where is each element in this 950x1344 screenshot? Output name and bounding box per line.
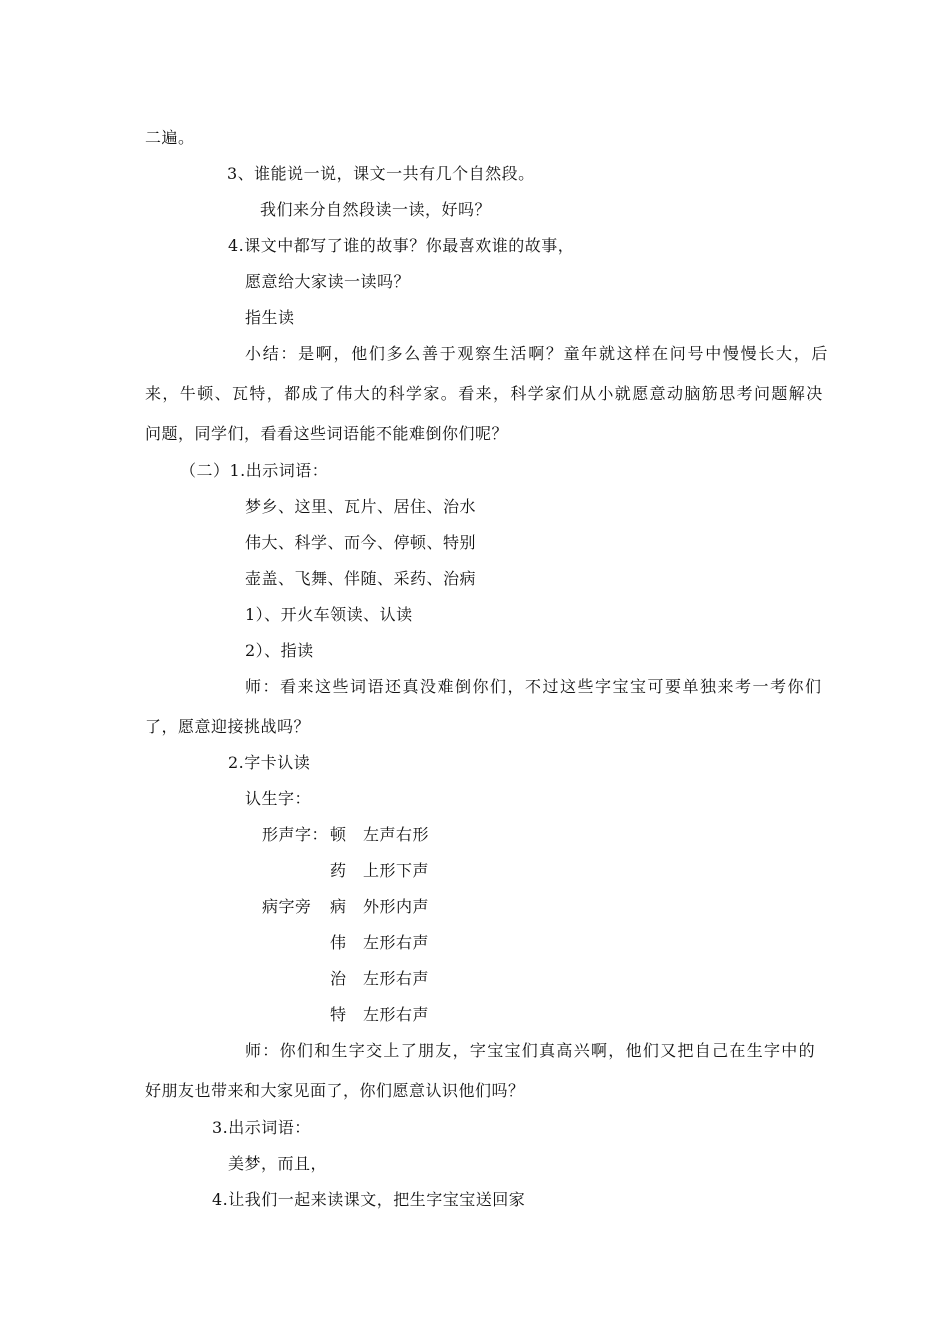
char-item: 药: [330, 861, 347, 880]
text-line: 师：看来这些词语还真没难倒你们，不过这些字宝宝可要单独来考一考你们: [245, 677, 823, 696]
char-item: 特: [330, 1005, 347, 1024]
text-line: 我们来分自然段读一读，好吗？: [260, 200, 492, 219]
text-line: 二遍。: [145, 128, 195, 147]
char-structure: 左形右声: [363, 969, 430, 988]
char-item: 顿: [330, 825, 347, 844]
char-structure: 上形下声: [363, 861, 430, 880]
char-structure: 左形右声: [363, 1005, 430, 1024]
text-line: 好朋友也带来和大家见面了，你们愿意认识他们吗？: [145, 1081, 525, 1100]
char-item: 伟: [330, 933, 347, 952]
section-heading: 3.出示词语：: [212, 1118, 311, 1137]
char-item: 病: [330, 897, 347, 916]
text-line: 小结：是啊，他们多么善于观察生活啊？童年就这样在问号中慢慢长大，后: [245, 344, 830, 363]
text-line: 4.让我们一起来读课文，把生字宝宝送回家: [212, 1190, 526, 1209]
text-line: 来，牛顿、瓦特，都成了伟大的科学家。看来，科学家们从小就愿意动脑筋思考问题解决: [145, 384, 824, 403]
word-row: 壶盖、飞舞、伴随、采药、治病: [245, 569, 477, 588]
text-line: 3、谁能说一说，课文一共有几个自然段。: [227, 164, 535, 183]
text-line: 认生字：: [245, 789, 312, 808]
word-row: 梦乡、这里、瓦片、居住、治水: [245, 497, 477, 516]
text-line: 愿意给大家读一读吗？: [245, 272, 411, 291]
text-line: 指生读: [245, 308, 295, 327]
section-heading: （二）1.出示词语：: [180, 461, 329, 480]
text-line: 2）、指读: [245, 641, 314, 660]
text-line: 2.字卡认读: [228, 753, 311, 772]
char-structure: 左形右声: [363, 933, 430, 952]
char-category: 形声字：: [262, 825, 329, 844]
char-structure: 左声右形: [363, 825, 430, 844]
char-structure: 外形内声: [363, 897, 430, 916]
text-line: 师：你们和生字交上了朋友，字宝宝们真高兴啊，他们又把自己在生字中的: [245, 1041, 816, 1060]
text-line: 问题，同学们，看看这些词语能不能难倒你们呢？: [145, 424, 509, 443]
word-row: 美梦，而且，: [228, 1154, 328, 1173]
text-line: 了，愿意迎接挑战吗？: [145, 717, 311, 736]
text-line: 1）、开火车领读、认读: [245, 605, 413, 624]
word-row: 伟大、科学、而今、停顿、特别: [245, 533, 477, 552]
text-line: 4.课文中都写了谁的故事？你最喜欢谁的故事，: [228, 236, 575, 255]
char-item: 治: [330, 969, 347, 988]
char-category: 病字旁: [262, 897, 312, 916]
